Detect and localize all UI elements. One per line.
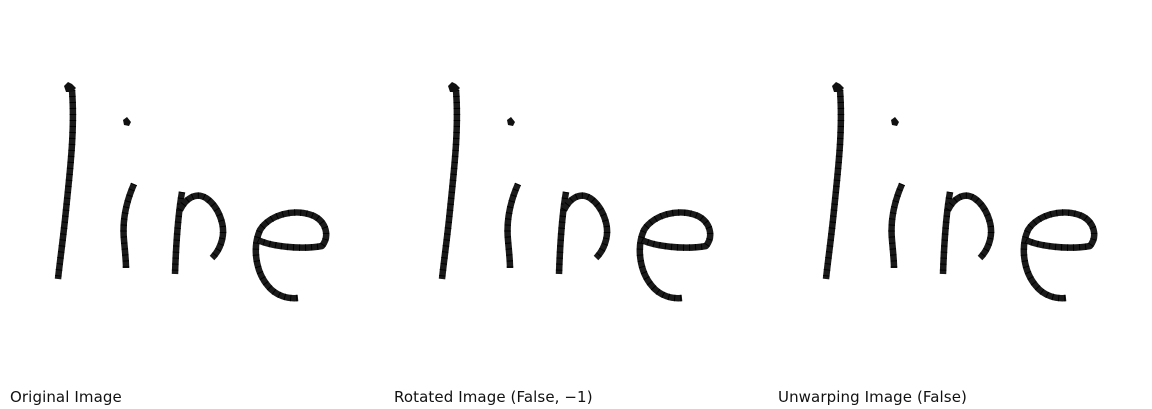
letter-e-stroke [640, 212, 710, 298]
caption-rotated: Rotated Image (False, −1) [394, 388, 593, 406]
letter-i-dot [507, 117, 515, 126]
panel-unwarping [768, 0, 1152, 409]
letter-e-stroke [1024, 212, 1094, 298]
handwriting-image [768, 0, 1152, 340]
letter-l-stroke [58, 90, 73, 279]
panel-original [0, 0, 384, 409]
handwriting-image [384, 0, 768, 340]
caption-original: Original Image [10, 388, 122, 406]
caption-unwarping: Unwarping Image (False) [778, 388, 968, 406]
letter-l-stroke [442, 90, 457, 279]
letter-e-stroke [256, 212, 326, 298]
letter-l-stroke [826, 90, 841, 279]
letter-i-dot [123, 117, 131, 126]
handwriting-image [0, 0, 384, 340]
letter-i-dot [891, 117, 899, 126]
panel-rotated [384, 0, 768, 409]
